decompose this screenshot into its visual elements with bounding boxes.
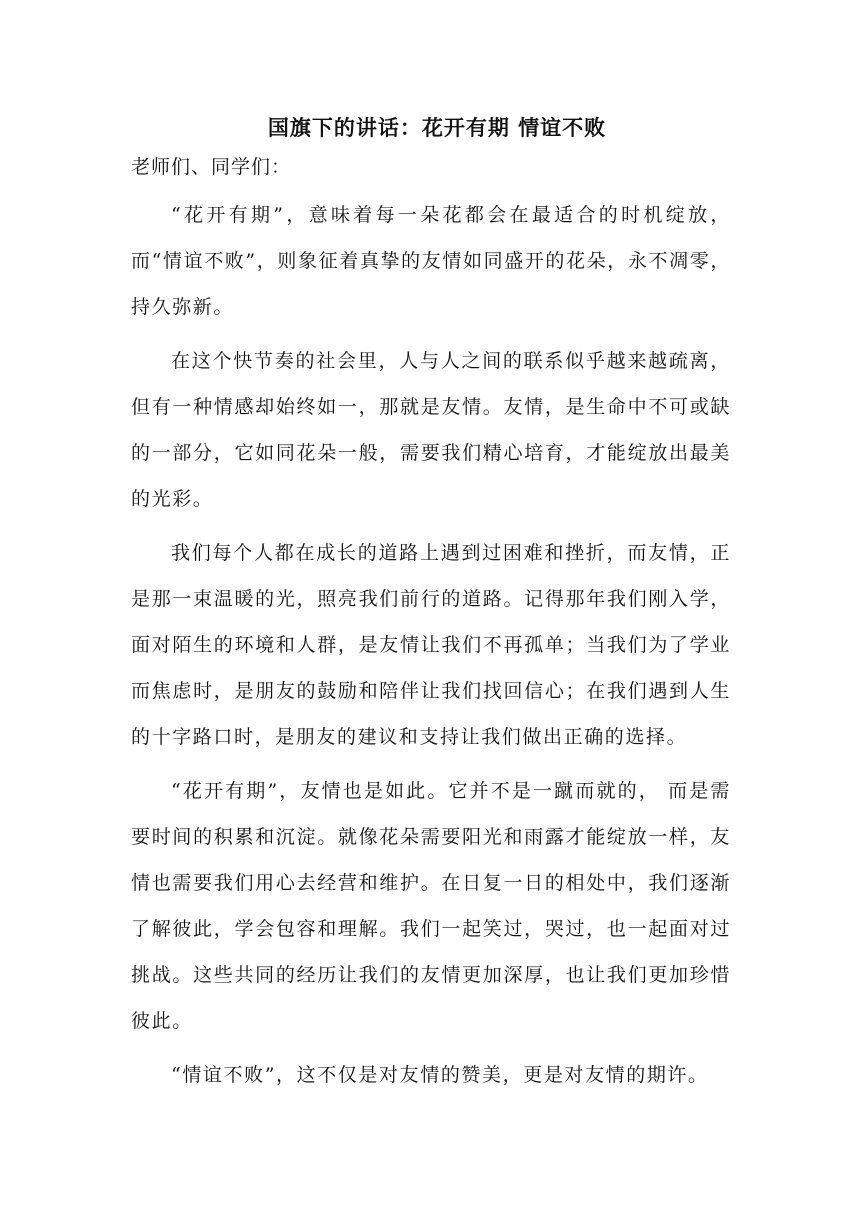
greeting: 老师们、同学们： (131, 156, 292, 178)
paragraph-5: “情谊不败”，这不仅是对友情的赞美，更是对友情的期许。 (171, 1064, 709, 1086)
paragraph-3: 我们每个人都在成长的道路上遇到过困难和挫折，而友情，正是那一束温暖的光，照亮我们前行的道路。记得那年我们刚入学，面对陌生的环境和人群，是友情让我们不再孤单；当我们为了学业而焦虑时，是朋友的鼓励和陪伴让我们找回信心；在我们遇到人生的十字路口时，是朋友的建议和支持让我们做出正确的选择。 (131, 542, 731, 748)
document-title: 国旗下的讲话：花开有期 情谊不败 (267, 115, 607, 140)
paragraph-1: “花开有期”，意味着每一朵花都会在最适合的时机绽放，而“情谊不败”，则象征着真挚的友情如同盛开的花朵，永不凋零，持久弥新。 (131, 204, 731, 318)
paragraph-4: “花开有期”，友情也是如此。它并不是一蹴而就的， 而是需要时间的积累和沉淀。就像花朵需要阳光和雨露才能绽放一样，友情也需要我们用心去经营和维护。在日复一日的相处中，我们逐渐了解彼此，学会包容和理解。我们一起笑过，哭过，也一起面对过挑战。这些共同的经历让我们的友情更加深厚，也让我们更加珍惜彼此。 (131, 780, 731, 1032)
paragraph-2: 在这个快节奏的社会里，人与人之间的联系似乎越来越疏离，但有一种情感却始终如一，那就是友情。友情，是生命中不可或缺的一部分，它如同花朵一般，需要我们精心培育，才能绽放出最美的光彩。 (131, 350, 731, 510)
document-body (131, 108, 731, 1098)
